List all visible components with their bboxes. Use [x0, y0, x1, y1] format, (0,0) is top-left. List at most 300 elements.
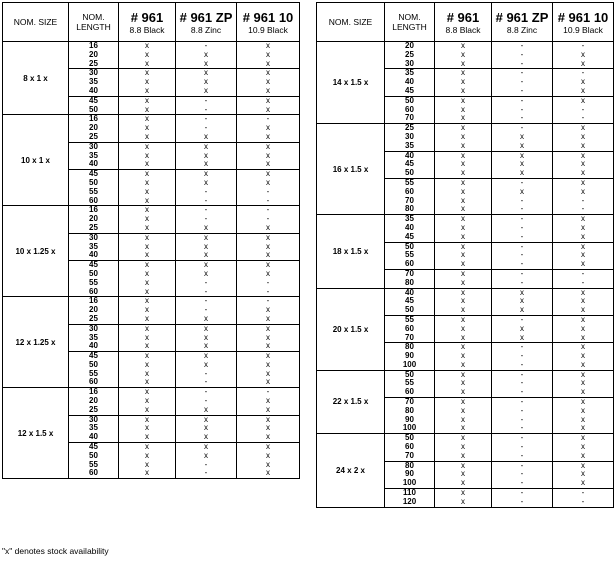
length-value: 45	[69, 96, 118, 106]
length-value: 70	[385, 397, 434, 407]
grade-961-cell	[119, 42, 176, 115]
grade-96110-cell	[237, 388, 300, 479]
grade-96110-cell	[553, 215, 614, 288]
availability-mark: x	[237, 260, 299, 270]
availability-mark: x	[204, 423, 208, 433]
availability-mark: -	[492, 488, 552, 498]
availability-mark: -	[520, 58, 524, 68]
length-cell	[385, 288, 435, 370]
availability-mark: x	[461, 414, 465, 424]
availability-mark: -	[204, 377, 208, 387]
length-value: 55	[405, 378, 414, 388]
availability-mark: -	[520, 231, 524, 241]
length-value: 100	[402, 359, 417, 369]
length-value: 40	[89, 159, 98, 169]
availability-mark: x	[145, 332, 149, 342]
availability-mark: x	[119, 442, 175, 452]
grade-961zp-cell	[176, 42, 237, 115]
availability-mark: x	[145, 341, 149, 351]
nom-size-cell: 12 x 1.5 x	[3, 388, 69, 479]
availability-mark: x	[435, 151, 491, 161]
header-row	[3, 3, 300, 42]
length-value: 50	[89, 268, 98, 278]
availability-mark: x	[461, 231, 465, 241]
availability-mark: x	[581, 351, 585, 361]
availability-mark: x	[520, 288, 524, 297]
availability-mark: x	[581, 478, 585, 488]
length-cell	[385, 124, 435, 215]
availability-mark: x	[145, 41, 149, 50]
availability-mark: x	[145, 205, 149, 215]
availability-mark: x	[266, 377, 270, 387]
availability-mark: -	[581, 195, 585, 205]
grade-96110-cell	[553, 288, 614, 370]
availability-mark: -	[520, 85, 524, 95]
length-value: 60	[405, 442, 414, 452]
availability-mark: x	[461, 41, 465, 50]
availability-mark: x	[461, 222, 465, 232]
availability-mark: x	[435, 461, 491, 471]
availability-mark: x	[266, 432, 270, 442]
length-value: 30	[405, 131, 414, 141]
availability-mark: -	[266, 195, 270, 205]
grade-96110-cell	[553, 370, 614, 434]
availability-mark: -	[492, 342, 552, 352]
availability-mark: x	[266, 268, 270, 278]
availability-mark: x	[492, 151, 552, 161]
availability-mark: x	[461, 168, 465, 178]
length-value: 50	[405, 305, 414, 315]
availability-mark: -	[581, 496, 585, 506]
availability-mark: x	[461, 332, 465, 342]
grade-96110-cell	[237, 297, 300, 388]
availability-mark: x	[237, 324, 299, 334]
availability-mark: x	[176, 169, 236, 179]
length-value: 30	[69, 415, 118, 425]
grade-961zp-cell	[176, 115, 237, 206]
length-cell	[69, 115, 119, 206]
length-value: 90	[405, 351, 414, 361]
grade-961zp-cell	[492, 434, 553, 507]
availability-mark: x	[176, 324, 236, 334]
length-value: 30	[69, 68, 118, 78]
availability-mark: x	[461, 131, 465, 141]
availability-mark: -	[520, 195, 524, 205]
length-cell	[69, 297, 119, 388]
availability-mark: -	[581, 104, 585, 114]
availability-mark: x	[266, 250, 270, 260]
availability-mark: x	[145, 396, 149, 406]
availability-mark: x	[461, 469, 465, 479]
length-value: 50	[385, 242, 434, 252]
availability-mark: -	[520, 214, 524, 224]
availability-mark: -	[204, 114, 208, 124]
nom-size-cell: 10 x 1.25 x	[3, 206, 69, 297]
availability-mark: x	[266, 159, 270, 169]
grade-961-header: # 961 8.8 Black	[435, 3, 492, 42]
availability-mark: x	[435, 488, 491, 498]
availability-mark: -	[204, 459, 208, 469]
availability-mark: -	[520, 359, 524, 369]
length-value: 60	[89, 195, 98, 205]
length-value: 55	[89, 459, 98, 469]
availability-mark: -	[204, 41, 208, 50]
availability-mark: x	[520, 186, 524, 196]
length-value: 60	[405, 259, 414, 269]
availability-mark: x	[266, 49, 270, 59]
grade-961-cell	[435, 42, 492, 124]
nom-size-cell: 14 x 1.5 x	[317, 42, 385, 124]
availability-mark: x	[176, 260, 236, 270]
availability-mark: x	[145, 450, 149, 460]
availability-mark: x	[145, 241, 149, 251]
availability-mark: x	[461, 123, 465, 133]
length-cell	[385, 215, 435, 288]
availability-mark: -	[520, 259, 524, 269]
availability-mark: -	[520, 222, 524, 232]
availability-mark: x	[119, 351, 175, 361]
availability-mark: x	[581, 405, 585, 415]
availability-mark: x	[581, 250, 585, 260]
availability-mark: x	[461, 323, 465, 333]
availability-mark: x	[581, 442, 585, 452]
length-value: 30	[69, 142, 118, 152]
availability-mark: x	[204, 313, 208, 323]
availability-mark: x	[581, 222, 585, 232]
availability-mark: x	[581, 77, 585, 87]
nom-size-cell: 22 x 1.5 x	[317, 370, 385, 434]
availability-mark: x	[266, 305, 270, 315]
availability-mark: x	[145, 186, 149, 196]
length-value: 35	[385, 68, 434, 78]
availability-mark: -	[520, 423, 524, 433]
availability-mark: x	[145, 404, 149, 414]
grade-961zp-cell	[492, 370, 553, 434]
length-value: 25	[405, 49, 414, 59]
length-value: 60	[89, 377, 98, 387]
nom-size-cell: 10 x 1 x	[3, 115, 69, 206]
length-value: 35	[89, 241, 98, 251]
availability-mark: x	[204, 58, 208, 68]
grade-96110-cell	[553, 42, 614, 124]
availability-mark: x	[553, 96, 613, 106]
availability-mark: -	[266, 214, 270, 224]
availability-mark: x	[553, 315, 613, 325]
length-value: 30	[405, 58, 414, 68]
length-value: 40	[89, 432, 98, 442]
length-cell	[385, 370, 435, 434]
availability-mark: x	[461, 159, 465, 169]
availability-mark: x	[461, 305, 465, 315]
length-value: 35	[89, 332, 98, 342]
availability-mark: -	[204, 104, 208, 114]
availability-mark: x	[461, 405, 465, 415]
availability-mark: x	[204, 432, 208, 442]
length-value: 45	[69, 442, 118, 452]
availability-mark: x	[266, 104, 270, 114]
availability-mark: -	[204, 396, 208, 406]
availability-mark: x	[266, 123, 270, 133]
grade-961zp-cell	[176, 388, 237, 479]
length-value: 55	[89, 186, 98, 196]
availability-mark: x	[266, 85, 270, 95]
availability-mark: x	[461, 423, 465, 433]
size-group-row	[3, 42, 300, 115]
availability-mark: x	[266, 459, 270, 469]
availability-mark: -	[266, 205, 270, 215]
availability-mark: x	[520, 168, 524, 178]
availability-mark: x	[119, 324, 175, 334]
availability-mark: x	[461, 214, 465, 224]
availability-mark: x	[581, 259, 585, 269]
availability-mark: -	[204, 123, 208, 133]
availability-mark: x	[461, 378, 465, 388]
availability-mark: x	[266, 222, 270, 232]
length-value: 70	[405, 450, 414, 460]
availability-mark: x	[204, 131, 208, 141]
availability-mark: -	[520, 49, 524, 59]
length-value: 70	[405, 113, 414, 123]
availability-mark: x	[581, 359, 585, 369]
availability-mark: x	[145, 286, 149, 296]
availability-mark: -	[266, 296, 270, 306]
availability-mark: -	[520, 41, 524, 50]
availability-mark: x	[145, 222, 149, 232]
availability-mark: x	[266, 58, 270, 68]
availability-mark: x	[520, 159, 524, 169]
length-value: 16	[89, 205, 98, 215]
availability-mark: x	[119, 260, 175, 270]
availability-mark: x	[581, 305, 585, 315]
availability-mark: x	[266, 404, 270, 414]
length-value: 50	[385, 96, 434, 106]
availability-mark: x	[581, 231, 585, 241]
length-value: 20	[89, 305, 98, 315]
availability-mark: x	[119, 169, 175, 179]
availability-mark: x	[266, 359, 270, 369]
availability-mark: x	[204, 250, 208, 260]
availability-mark: x	[237, 142, 299, 152]
availability-mark: x	[461, 277, 465, 287]
availability-mark: x	[461, 259, 465, 269]
grade-961-cell	[435, 370, 492, 434]
availability-mark: -	[492, 96, 552, 106]
availability-mark: -	[266, 114, 270, 124]
length-value: 60	[405, 387, 414, 397]
grade-96110-header: # 961 10 10.9 Black	[553, 3, 614, 42]
availability-mark: x	[581, 323, 585, 333]
availability-mark: x	[581, 332, 585, 342]
grade-961zp-cell	[492, 215, 553, 288]
grade-961zp-header: # 961 ZP 8.8 Zinc	[492, 3, 553, 42]
length-value: 45	[69, 260, 118, 270]
availability-mark: x	[145, 195, 149, 205]
availability-mark: x	[145, 250, 149, 260]
availability-mark: x	[266, 450, 270, 460]
availability-mark: x	[266, 332, 270, 342]
availability-mark: x	[461, 433, 465, 443]
nom-size-cell: 24 x 2 x	[317, 434, 385, 507]
length-value: 100	[402, 478, 417, 488]
length-value: 40	[405, 77, 414, 87]
availability-mark: x	[553, 397, 613, 407]
grade-961zp-cell	[176, 297, 237, 388]
grade-961-header: # 961 8.8 Black	[119, 3, 176, 42]
availability-mark: x	[266, 150, 270, 160]
length-value: 25	[89, 313, 98, 323]
availability-mark: x	[119, 68, 175, 78]
length-value: 45	[405, 159, 414, 169]
availability-mark: x	[461, 204, 465, 214]
availability-mark: -	[553, 488, 613, 498]
availability-mark: x	[461, 77, 465, 87]
length-cell	[69, 206, 119, 297]
availability-mark: x	[266, 468, 270, 478]
length-value: 55	[385, 315, 434, 325]
availability-mark: x	[145, 159, 149, 169]
availability-mark: x	[176, 68, 236, 78]
length-value: 45	[69, 169, 118, 179]
grade-961-cell	[435, 124, 492, 215]
size-group-row	[3, 206, 300, 297]
grade-961-cell	[119, 115, 176, 206]
availability-mark: -	[492, 68, 552, 78]
size-group-row	[317, 288, 614, 370]
availability-mark: x	[204, 150, 208, 160]
header-row	[317, 3, 614, 42]
availability-mark: -	[492, 178, 552, 188]
availability-mark: x	[581, 378, 585, 388]
availability-mark: x	[266, 423, 270, 433]
availability-mark: x	[461, 250, 465, 260]
availability-mark: x	[461, 496, 465, 506]
availability-mark: x	[176, 142, 236, 152]
stock-availability-footnote: "x" denotes stock availability	[2, 546, 109, 556]
availability-mark: x	[435, 397, 491, 407]
length-cell	[69, 388, 119, 479]
availability-mark: x	[145, 49, 149, 59]
length-value: 80	[385, 461, 434, 471]
availability-mark: x	[461, 359, 465, 369]
availability-mark: x	[145, 305, 149, 315]
size-group-row	[3, 388, 300, 479]
availability-mark: -	[520, 277, 524, 287]
availability-mark: -	[176, 96, 236, 106]
size-group-row	[3, 297, 300, 388]
availability-mark: x	[461, 186, 465, 196]
length-value: 45	[405, 296, 414, 306]
nom-size-cell: 18 x 1.5 x	[317, 215, 385, 288]
length-value: 90	[405, 414, 414, 424]
length-value: 20	[89, 123, 98, 133]
length-value: 50	[405, 370, 414, 379]
availability-mark: x	[145, 114, 149, 124]
availability-mark: x	[145, 423, 149, 433]
availability-mark: x	[145, 377, 149, 387]
availability-mark: x	[581, 414, 585, 424]
length-value: 40	[89, 341, 98, 351]
length-value: 40	[405, 288, 414, 297]
grade-96110-cell	[237, 42, 300, 115]
availability-mark: x	[204, 332, 208, 342]
grade-96110-cell	[553, 434, 614, 507]
availability-mark: -	[520, 450, 524, 460]
availability-mark: x	[266, 313, 270, 323]
left-availability-table	[2, 2, 300, 479]
availability-mark: -	[492, 242, 552, 252]
availability-mark: -	[266, 286, 270, 296]
length-value: 20	[89, 396, 98, 406]
availability-mark: x	[461, 296, 465, 306]
availability-mark: x	[435, 242, 491, 252]
availability-mark: -	[520, 104, 524, 114]
availability-mark: x	[204, 85, 208, 95]
nom-size-cell: 12 x 1.25 x	[3, 297, 69, 388]
grade-96110-header: # 961 10 10.9 Black	[237, 3, 300, 42]
availability-mark: -	[553, 68, 613, 78]
length-value: 70	[385, 269, 434, 279]
availability-mark: x	[581, 423, 585, 433]
length-value: 80	[405, 277, 414, 287]
availability-mark: x	[266, 131, 270, 141]
length-value: 25	[89, 131, 98, 141]
length-value: 50	[89, 450, 98, 460]
availability-mark: x	[520, 131, 524, 141]
grade-96110-cell	[237, 115, 300, 206]
length-value: 90	[405, 469, 414, 479]
nom-size-cell: 8 x 1 x	[3, 42, 69, 115]
availability-mark: x	[581, 370, 585, 379]
availability-mark: x	[204, 177, 208, 187]
availability-mark: x	[461, 49, 465, 59]
length-value: 30	[69, 233, 118, 243]
availability-mark: x	[581, 123, 585, 133]
availability-mark: x	[520, 305, 524, 315]
availability-mark: -	[266, 186, 270, 196]
availability-mark: -	[520, 123, 524, 133]
availability-mark: -	[520, 387, 524, 397]
availability-mark: x	[176, 442, 236, 452]
availability-mark: x	[461, 104, 465, 114]
nom-size-cell: 20 x 1.5 x	[317, 288, 385, 370]
length-value: 50	[405, 433, 414, 443]
availability-mark: x	[581, 450, 585, 460]
availability-mark: -	[266, 387, 270, 397]
grade-961-cell	[435, 288, 492, 370]
length-value: 120	[402, 496, 417, 506]
length-value: 35	[405, 214, 414, 224]
availability-mark: -	[204, 387, 208, 397]
size-group-row	[317, 42, 614, 124]
availability-mark: x	[581, 288, 585, 297]
grade-961zp-cell	[492, 42, 553, 124]
availability-mark: x	[266, 41, 270, 50]
availability-mark: -	[520, 77, 524, 87]
length-value: 20	[89, 214, 98, 224]
availability-mark: x	[266, 177, 270, 187]
length-value: 50	[89, 177, 98, 187]
grade-961zp-cell	[492, 124, 553, 215]
availability-mark: -	[520, 405, 524, 415]
nom-length-header: NOM. LENGTH	[385, 3, 435, 42]
availability-mark: x	[581, 140, 585, 150]
nom-length-header: NOM. LENGTH	[69, 3, 119, 42]
grade-961-cell	[119, 388, 176, 479]
availability-mark: -	[553, 269, 613, 279]
right-availability-table	[316, 2, 614, 508]
grade-961zp-header: # 961 ZP 8.8 Zinc	[176, 3, 237, 42]
availability-mark: x	[119, 233, 175, 243]
